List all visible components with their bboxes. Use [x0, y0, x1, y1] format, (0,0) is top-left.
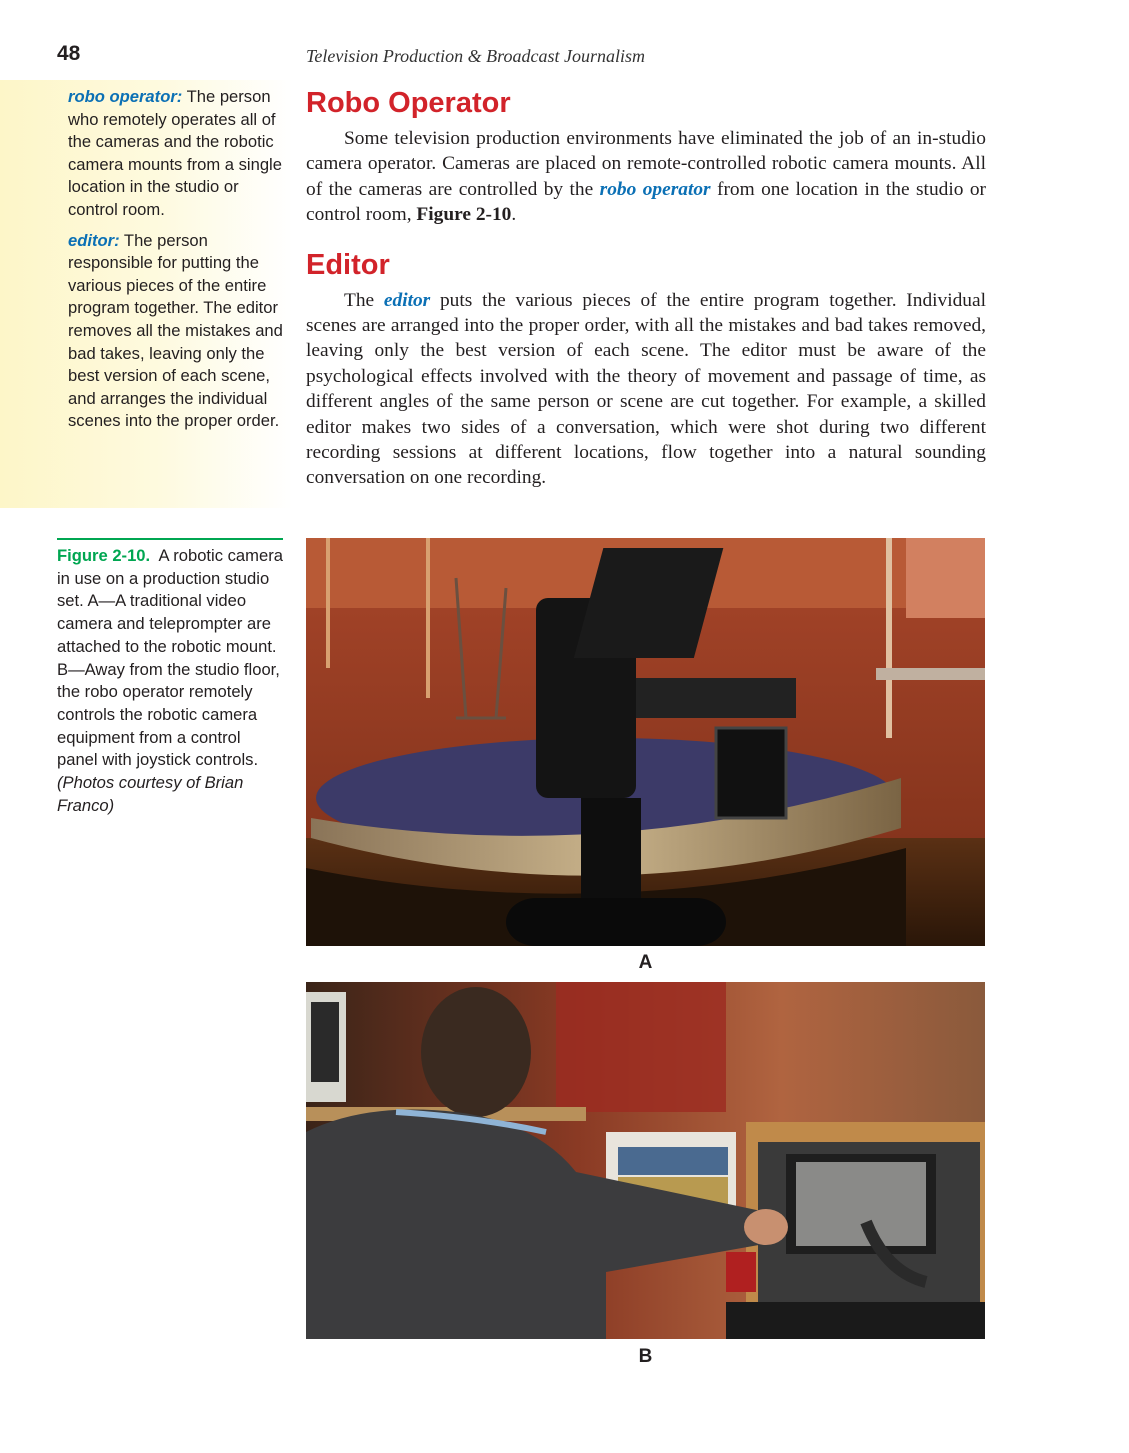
robotic-camera-image [306, 538, 985, 946]
photo-label-b: B [638, 1346, 653, 1367]
figure-caption [57, 545, 288, 817]
keyword-editor: editor [383, 289, 431, 311]
text-run: Some television production environments have eliminated the job of an in-studio camera operator. Cameras are placed on remote-controlled robotic camera mounts. All of the cameras are controlled by the [306, 128, 986, 200]
glossary-definition: The person responsible for putting the various pieces of the entire program together. The editor removes all the mistakes and bad takes, leaving only the best version of each scene, and arranges the individual scenes into the proper order. [68, 230, 283, 431]
glossary-term: robo operator: [68, 87, 183, 106]
figure-caption-text: A robotic camera in use on a production studio set. A—A traditional video camera and teleprompter are attached to the robotic mount. B—Away from the studio floor, the robo operator remotely controls the robotic camera equipment from a control panel with joystick controls. [57, 546, 288, 770]
page-number: 48 [57, 42, 81, 65]
paragraph-robo-operator [306, 126, 986, 228]
control-room-image [306, 982, 985, 1339]
text-run: puts the various pieces of the entire program together. Individual scenes are arranged into the proper order, with all the mistakes and bad takes removed, leaving only the best version of each scene. The editor must be aware of the psychological effects involved with the theory of movement and passage of time, as different angles of the same person or scene are cut together. For example, a skilled editor makes two sides of a conversation, which were shot during two different recording sessions at different locations, flow together into a natural sounding conversation on one recording. [306, 289, 986, 489]
glossary-sidebar [68, 86, 283, 441]
glossary-definition: The person who remotely operates all of the cameras and the robotic camera mounts from a single location in the studio or control room. [68, 87, 282, 219]
figure-reference: Figure 2-10 [416, 204, 512, 226]
text-run: from one location in the studio or control room, [306, 178, 986, 226]
section-heading-robo-operator: Robo Operator [306, 87, 511, 119]
section-heading-editor: Editor [306, 248, 390, 281]
glossary-term: editor: [68, 230, 120, 250]
paragraph-editor [306, 288, 986, 491]
figure-caption-rule [57, 538, 283, 540]
figure-number: Figure 2-10. [57, 546, 151, 565]
photo-robotic-camera [306, 538, 985, 946]
main-column [306, 86, 986, 491]
text-run: The [344, 289, 384, 311]
running-head: Television Production & Broadcast Journalism [306, 46, 645, 66]
glossary-entry-editor [68, 230, 283, 433]
photo-label-a: A [638, 952, 653, 973]
keyword-robo-operator: robo operator [599, 178, 711, 200]
text-run: . [511, 204, 517, 226]
glossary-entry-robo-operator [68, 86, 283, 222]
photo-control-panel [306, 982, 985, 1339]
photo-credit: (Photos courtesy of Brian Franco) [57, 773, 244, 815]
